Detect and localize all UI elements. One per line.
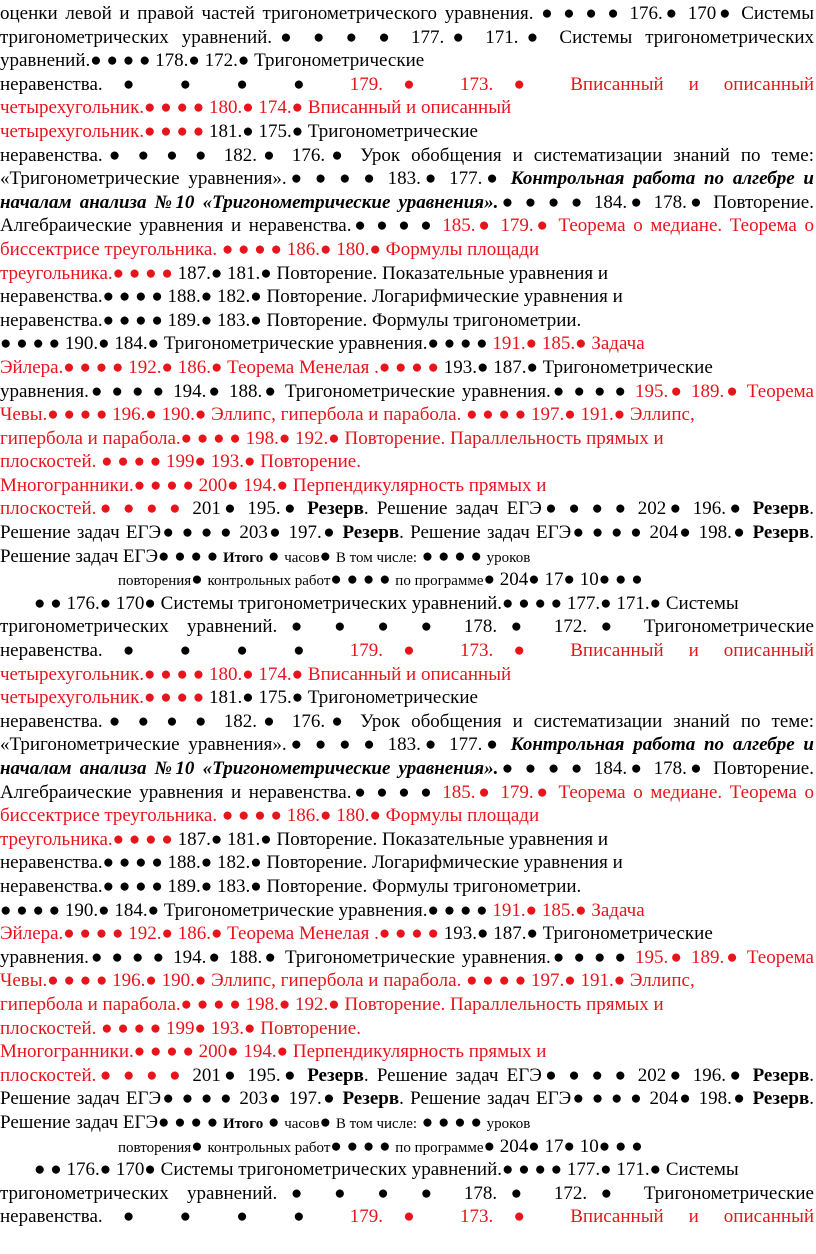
text-segment: ● ● 176.● 170● Системы тригонометрических уравнений.● ● ● ● 177.● 171.● Системы: [34, 1159, 739, 1181]
text-segment: ● ● ● ● 190.● 184.● Тригонометрические уравнения.● ● ● ●: [0, 899, 493, 921]
text-line: [0, 1111, 814, 1135]
text-segment: четырехугольник.● ● ● ●: [0, 687, 209, 709]
text-segment: Многогранники.● ● ● ● 200● 194.● Перпендикулярность прямых и: [0, 1041, 547, 1063]
text-line: [0, 191, 814, 215]
text-segment: 193.● 187.● Тригонометрические: [443, 356, 713, 378]
text-line: [0, 309, 814, 333]
text-segment: неравенства.● ● ● ● 188.● 182.● Повторение. Логарифмические уравнения и: [0, 852, 623, 874]
text-segment: 185.● 179.● Теорема о медиане. Теорема о: [442, 215, 814, 237]
text-line: [0, 922, 814, 946]
text-segment: Итого: [222, 1115, 264, 1132]
text-segment: биссектрисе треугольника. ● ● ● ● 186.● 180.● Формулы площади: [0, 805, 540, 827]
text-segment: четырехугольник.● ● ● ●: [0, 120, 209, 142]
text-segment: «Тригонометрические уравнения».● ● ● ● 183.● 177.●: [0, 168, 511, 190]
text-line: [0, 120, 814, 144]
text-line: [0, 615, 814, 639]
text-line: [0, 521, 814, 545]
text-segment: 181.● 175.● Тригонометрические: [208, 687, 478, 709]
text-segment: «Тригонометрические уравнения».● ● ● ● 183.● 177.●: [0, 734, 511, 756]
text-segment: Контрольная работа по алгебре и: [510, 168, 814, 190]
text-line: [0, 1040, 814, 1064]
text-segment: Резерв: [307, 498, 364, 520]
text-line: [0, 238, 814, 262]
text-segment: по программе: [395, 1139, 484, 1156]
text-segment: биссектрисе треугольника. ● ● ● ● 186.● 180.● Формулы площади: [0, 238, 540, 260]
text-line: [0, 1064, 814, 1088]
text-segment: Резерв: [342, 1088, 400, 1110]
text-segment: ● ● ● ●: [330, 1135, 396, 1157]
text-segment: неравенства.● ● ● ● 188.● 182.● Повторение. Логарифмические уравнения и: [0, 286, 623, 308]
text-segment: ●: [263, 545, 285, 567]
text-segment: В том числе:: [335, 1115, 418, 1132]
text-line: [0, 639, 814, 663]
text-segment: 193.● 187.● Тригонометрические: [443, 923, 713, 945]
text-segment: 181.● 175.● Тригонометрические: [208, 120, 478, 142]
text-segment: неравенства.● ● ● ●: [0, 640, 350, 662]
text-segment: Резерв: [752, 522, 810, 544]
text-segment: Решение задач ЕГЭ● ● ● ● 203● 197.●: [0, 1088, 343, 1110]
text-segment: ●: [319, 1111, 336, 1133]
text-segment: .: [809, 1088, 814, 1110]
text-segment: 187.● 181.● Повторение. Показательные уравнения и: [177, 828, 609, 850]
text-segment: 201● 195.●: [192, 498, 308, 520]
text-segment: оценки левой и правой частей тригонометрического уравнения. ● ● ● ● 176.● 170● Системы: [0, 3, 814, 24]
text-segment: 185.● 179.● Теорема о медиане. Теорема о: [442, 781, 814, 803]
text-segment: ●: [191, 1135, 208, 1157]
text-line: [0, 1158, 814, 1182]
text-segment: уравнений.● ● ● ● 178.● 172.● Тригонометрические: [0, 50, 425, 72]
text-segment: Резерв: [752, 1088, 810, 1110]
text-segment: ● ● ● ●: [330, 569, 396, 591]
text-line: [0, 875, 814, 899]
text-segment: . Решение задач ЕГЭ● ● ● ● 202● 196.●: [363, 1064, 753, 1086]
text-line: [0, 757, 814, 781]
text-segment: тригонометрических уравнений.● ● ● ● 177.● 171.● Системы тригонометрических: [0, 26, 814, 48]
text-segment: 179.● 173.● Вписанный и описанный: [349, 73, 814, 95]
text-line: [0, 733, 814, 757]
text-segment: тригонометрических уравнений.● ● ● ● 178.● 172.● Тригонометрические: [0, 616, 814, 638]
text-segment: Алгебраические уравнения и неравенства.● ● ● ●: [0, 215, 443, 237]
text-segment: началам анализа №10 «Тригонометрические уравнения».: [0, 191, 499, 213]
text-line: [0, 427, 814, 451]
text-segment: плоскостей. ● ● ● ● 199● 193.● Повторение.: [0, 451, 361, 473]
text-line: [0, 26, 814, 50]
text-line: [0, 332, 814, 356]
text-segment: Итого: [222, 549, 264, 566]
text-line: [0, 285, 814, 309]
text-segment: Контрольная работа по алгебре и: [510, 734, 814, 756]
text-line: [0, 781, 814, 805]
text-segment: Чевы.● ● ● ● 196.● 190.● Эллипс, гипербола и парабола. ● ● ● ● 197.● 191.● Эллипс,: [0, 970, 695, 992]
text-line: [0, 946, 814, 970]
text-segment: четырехугольник.● ● ● ● 180.● 174.● Вписанный и описанный: [0, 97, 512, 119]
text-segment: 191.● 185.● Задача: [492, 333, 645, 355]
text-segment: 179.● 173.● Вписанный и описанный: [349, 1206, 814, 1228]
text-segment: 195.● 189.● Теорема: [635, 380, 814, 402]
text-segment: ● ● ● ● 184.● 178.● Повторение.: [498, 758, 814, 779]
text-segment: Эйлера.● ● ● ● 192.● 186.● Теорема Менелая .● ● ● ●: [0, 923, 444, 945]
text-segment: 191.● 185.● Задача: [492, 899, 645, 921]
text-segment: Резерв: [752, 498, 810, 520]
text-segment: треугольника.● ● ● ●: [0, 262, 178, 284]
text-segment: плоскостей.● ● ● ●: [0, 1064, 193, 1086]
text-segment: 201● 195.●: [192, 1064, 308, 1086]
text-segment: часов: [284, 549, 320, 566]
text-line: [0, 1205, 814, 1229]
text-line: [0, 568, 814, 592]
text-segment: Решение задач ЕГЭ● ● ● ●: [0, 545, 223, 567]
text-line: [0, 450, 814, 474]
text-segment: 179.● 173.● Вписанный и описанный: [349, 640, 814, 662]
text-line: [0, 497, 814, 521]
text-segment: 187.● 181.● Повторение. Показательные уравнения и: [177, 262, 609, 284]
text-line: [0, 663, 814, 687]
text-line: [0, 262, 814, 286]
text-line: [0, 1087, 814, 1111]
text-line: [0, 474, 814, 498]
text-segment: гипербола и парабола.● ● ● ● 198.● 192.● Повторение. Параллельность прямых и: [0, 993, 664, 1015]
text-line: [0, 73, 814, 97]
text-segment: .: [809, 1064, 814, 1086]
text-segment: Резерв: [342, 522, 400, 544]
text-segment: Резерв: [752, 1064, 810, 1086]
text-line: [0, 1182, 814, 1206]
text-line: [0, 214, 814, 238]
text-segment: В том числе:: [335, 549, 418, 566]
text-line: [0, 710, 814, 734]
text-segment: повторения: [118, 573, 192, 590]
text-segment: часов: [284, 1115, 320, 1132]
text-segment: неравенства.● ● ● ● 182.● 176.● Урок обобщения и систематизации знаний по теме:: [0, 144, 814, 166]
text-segment: контрольных работ: [207, 573, 331, 590]
text-line: [0, 899, 814, 923]
text-line: [0, 403, 814, 427]
text-segment: ● ● 176.● 170● Системы тригонометрических уравнений.● ● ● ● 177.● 171.● Системы: [34, 592, 739, 614]
text-segment: началам анализа №10 «Тригонометрические уравнения».: [0, 758, 499, 779]
text-segment: ●: [191, 569, 208, 591]
text-segment: Решение задач ЕГЭ● ● ● ●: [0, 1111, 223, 1133]
text-segment: Резерв: [307, 1064, 364, 1086]
text-segment: ● ● ● ● 190.● 184.● Тригонометрические уравнения.● ● ● ●: [0, 333, 493, 355]
text-segment: .: [809, 522, 814, 544]
text-line: [0, 356, 814, 380]
text-segment: неравенства.● ● ● ●: [0, 1206, 350, 1228]
text-segment: гипербола и парабола.● ● ● ● 198.● 192.● Повторение. Параллельность прямых и: [0, 427, 664, 449]
text-segment: . Решение задач ЕГЭ● ● ● ● 204● 198.●: [399, 1088, 753, 1110]
text-segment: ● ● ● ●: [417, 1111, 487, 1133]
text-segment: неравенства.● ● ● ● 189.● 183.● Повторение. Формулы тригонометрии.: [0, 875, 582, 897]
text-segment: четырехугольник.● ● ● ● 180.● 174.● Вписанный и описанный: [0, 663, 512, 685]
text-segment: тригонометрических уравнений.● ● ● ● 178.● 172.● Тригонометрические: [0, 1182, 814, 1204]
text-line: [0, 545, 814, 569]
text-line: [0, 592, 814, 616]
text-line: [0, 804, 814, 828]
text-segment: уравнения.● ● ● ● 194.● 188.● Тригонометрические уравнения.● ● ● ●: [0, 380, 636, 402]
text-segment: ● ● ● ●: [417, 545, 487, 567]
text-line: [0, 380, 814, 404]
text-segment: ●: [319, 545, 336, 567]
text-line: [0, 1017, 814, 1041]
text-line: [0, 49, 814, 73]
text-segment: плоскостей.● ● ● ●: [0, 498, 193, 520]
text-segment: ● 204● 17● 10● ● ●: [483, 1135, 643, 1157]
text-segment: Многогранники.● ● ● ● 200● 194.● Перпендикулярность прямых и: [0, 474, 547, 496]
text-segment: . Решение задач ЕГЭ● ● ● ● 204● 198.●: [399, 522, 753, 544]
text-segment: Решение задач ЕГЭ● ● ● ● 203● 197.●: [0, 522, 343, 544]
text-segment: . Решение задач ЕГЭ● ● ● ● 202● 196.●: [363, 498, 753, 520]
text-segment: ● 204● 17● 10● ● ●: [483, 569, 643, 591]
text-segment: ● ● ● ● 184.● 178.● Повторение.: [498, 191, 814, 213]
text-segment: по программе: [395, 573, 484, 590]
text-segment: контрольных работ: [207, 1139, 331, 1156]
text-segment: 195.● 189.● Теорема: [635, 946, 814, 968]
text-line: [0, 686, 814, 710]
text-segment: неравенства.● ● ● ● 189.● 183.● Повторение. Формулы тригонометрии.: [0, 309, 582, 331]
text-segment: ●: [263, 1111, 285, 1133]
text-segment: уроков: [486, 1115, 531, 1132]
text-line: [0, 851, 814, 875]
text-segment: Алгебраические уравнения и неравенства.● ● ● ●: [0, 781, 443, 803]
text-segment: уравнения.● ● ● ● 194.● 188.● Тригонометрические уравнения.● ● ● ●: [0, 946, 636, 968]
text-segment: треугольника.● ● ● ●: [0, 828, 178, 850]
text-segment: .: [809, 498, 814, 520]
text-line: [0, 828, 814, 852]
text-line: [0, 2, 814, 26]
text-segment: повторения: [118, 1139, 192, 1156]
text-segment: уроков: [486, 549, 531, 566]
text-segment: Эйлера.● ● ● ● 192.● 186.● Теорема Менелая .● ● ● ●: [0, 356, 444, 378]
text-segment: неравенства.● ● ● ●: [0, 73, 350, 95]
text-line: [0, 1135, 814, 1159]
text-segment: плоскостей. ● ● ● ● 199● 193.● Повторение.: [0, 1017, 361, 1039]
text-line: [0, 167, 814, 191]
text-line: [0, 993, 814, 1017]
text-segment: Чевы.● ● ● ● 196.● 190.● Эллипс, гипербола и парабола. ● ● ● ● 197.● 191.● Эллипс,: [0, 404, 695, 426]
text-line: [0, 969, 814, 993]
text-line: [0, 96, 814, 120]
text-line: [0, 144, 814, 168]
text-segment: неравенства.● ● ● ● 182.● 176.● Урок обобщения и систематизации знаний по теме:: [0, 710, 814, 732]
